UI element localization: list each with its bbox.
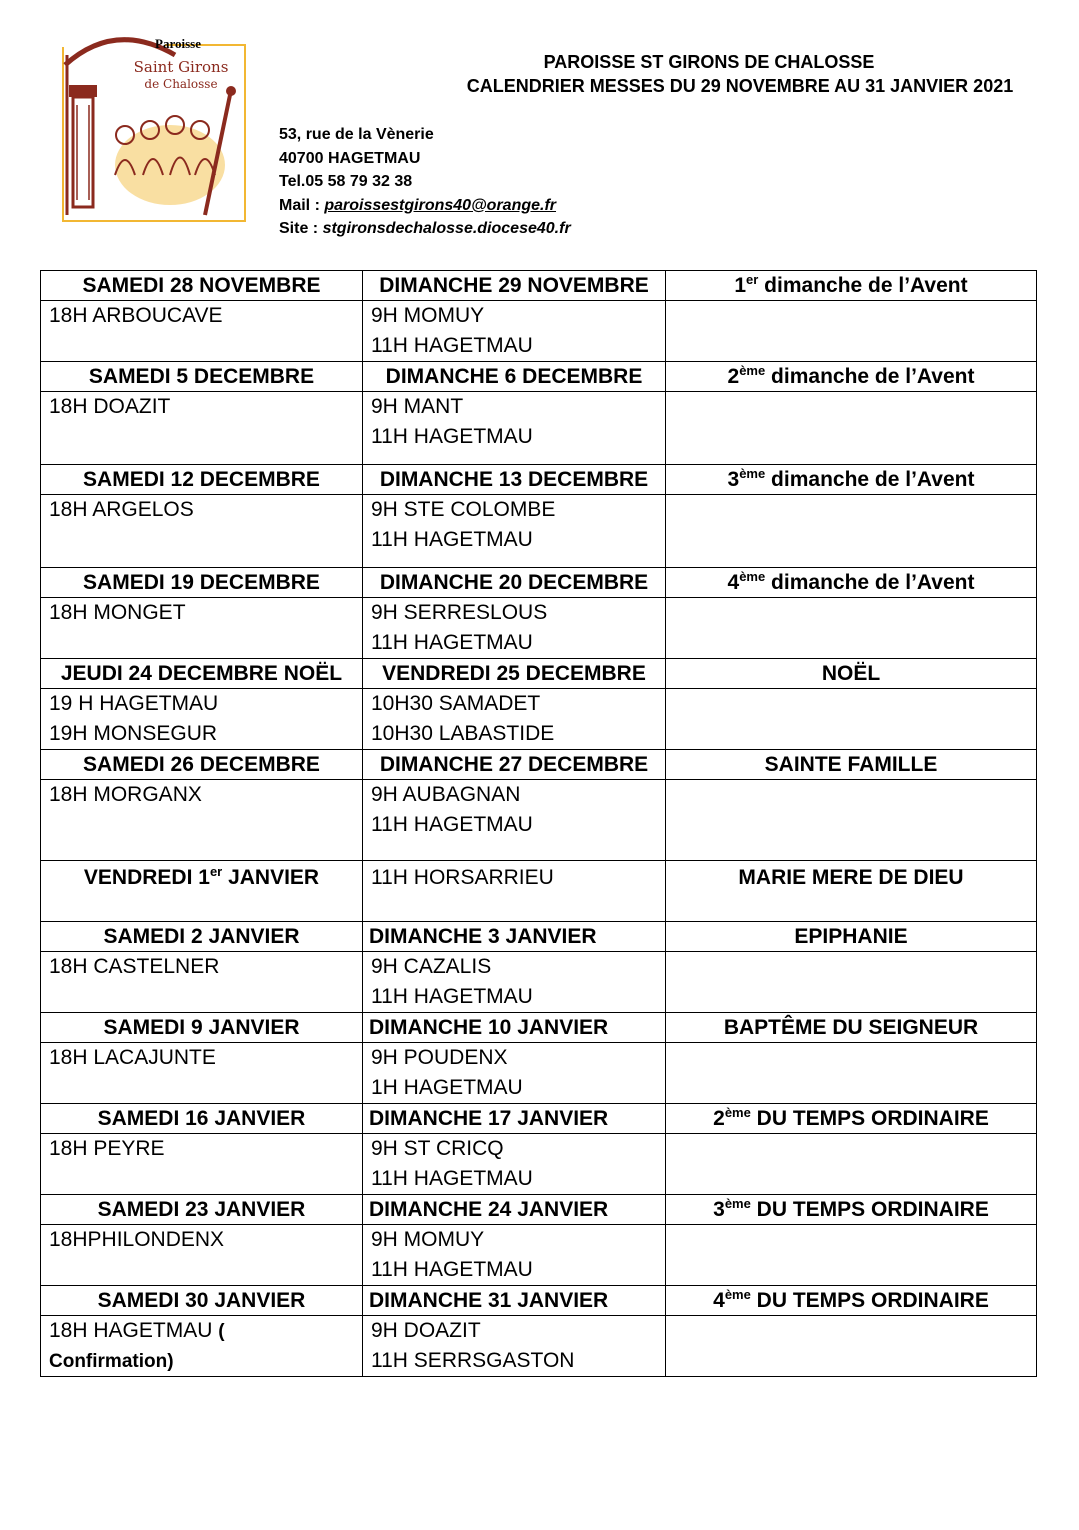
schedule-row [41,1225,1037,1286]
feast-heading-suffix: DU TEMPS ORDINAIRE [750,1198,989,1221]
schedule-row [41,392,1037,465]
mass-entry: 11H HAGETMAU [371,1166,533,1190]
schedule-header-row [41,362,1037,392]
feast-notes [666,301,1037,362]
saturday-masses [41,1043,363,1104]
schedule-header-row [41,568,1037,598]
mass-entry: 9H MANT [371,395,464,418]
feast-heading-suffix: dimanche de l’Avent [758,274,968,297]
schedule-row [41,1134,1037,1195]
mass-entry: 11H HAGETMAU [371,812,533,836]
feast-notes [666,1225,1037,1286]
schedule-row [41,861,1037,922]
feast-heading-text: 2 [713,1107,725,1130]
feast-heading-text: 2 [727,365,740,388]
saturday-masses [41,1134,363,1195]
sunday-heading: DIMANCHE 13 DECEMBRE [363,465,666,495]
day-heading-suffix: JANVIER [222,866,320,889]
feast-notes [666,1134,1037,1195]
saturday-masses [41,495,363,568]
mass-entry: 18H MONGET [49,601,186,624]
mass-entry: 10H30 LABASTIDE [371,721,555,745]
mass-entry: 9H STE COLOMBE [371,498,556,521]
feast-heading-suffix: DU TEMPS ORDINAIRE [750,1107,989,1130]
address-block [279,123,571,241]
sunday-masses [363,1225,666,1286]
page-title [440,50,1040,98]
saturday-heading: SAMEDI 28 NOVEMBRE [41,271,363,301]
saturday-heading: SAMEDI 26 DECEMBRE [41,750,363,780]
feast-notes [666,689,1037,750]
mass-entry: 11H HAGETMAU [371,630,533,654]
site-link[interactable]: stgironsdechalosse.diocese40.fr [322,220,571,237]
mail-label: Mail : [279,196,325,214]
feast-heading-sup: ème [724,1105,751,1120]
saturday-heading: SAMEDI 30 JANVIER [41,1286,363,1316]
feast-notes [666,392,1037,465]
mass-cell [363,861,666,922]
mass-entry: 1H HAGETMAU [371,1075,523,1099]
mass-entry: 11H HAGETMAU [371,424,533,448]
feast-notes [666,1316,1037,1377]
mass-entry: 11H SERRSGASTON [371,1348,575,1372]
saturday-heading: SAMEDI 2 JANVIER [41,922,363,952]
saturday-masses [41,1225,363,1286]
logo-text-chalosse: de Chalosse [144,77,218,91]
saturday-heading: SAMEDI 16 JANVIER [41,1104,363,1134]
mass-entry: 18H HAGETMAU ( Confirmation) [49,1319,225,1372]
mass-schedule-table [40,270,1037,1377]
feast-heading [666,750,1037,780]
sunday-heading: DIMANCHE 24 JANVIER [363,1195,666,1225]
schedule-header-row [41,1286,1037,1316]
schedule-header-row [41,659,1037,689]
feast-heading-text: SAINTE FAMILLE [764,753,938,776]
saturday-heading: JEUDI 24 DECEMBRE NOËL [41,659,363,689]
mass-entry: 18H LACAJUNTE [49,1046,216,1069]
confirmation-note: ( Confirmation) [49,1321,225,1372]
sunday-masses [363,780,666,861]
mass-entry: 18HPHILONDENX [49,1228,225,1251]
saturday-heading: SAMEDI 12 DECEMBRE [41,465,363,495]
sunday-masses [363,495,666,568]
mass-entry: 18H PEYRE [49,1137,165,1160]
mail-link[interactable]: paroissestgirons40@orange.fr [324,196,557,214]
schedule-header-row [41,922,1037,952]
feast-heading [666,1104,1037,1134]
feast-heading [666,271,1037,301]
mass-entry: 18H ARGELOS [49,498,194,521]
day-cell [41,861,363,922]
title-line-2: CALENDRIER MESSES DU 29 NOVEMBRE AU 31 JANVIER 2021 [466,76,1014,96]
sunday-masses [363,1316,666,1377]
schedule-header-row [41,465,1037,495]
feast-notes [666,1043,1037,1104]
feast-heading-suffix: dimanche de l’Avent [765,571,975,594]
logo-text-saint-girons: Saint Girons [133,58,229,76]
mass-entry: 11H HAGETMAU [371,333,533,357]
saturday-masses [41,598,363,659]
logo-text-paroisse: Paroisse [155,36,201,51]
address-tel: Tel.05 58 79 32 38 [279,173,413,190]
schedule-row [41,1316,1037,1377]
mass-entry: 11H HAGETMAU [371,1257,533,1281]
sunday-masses [363,1134,666,1195]
schedule-header-row [41,1195,1037,1225]
mass-entry: 11H HORSARRIEU [371,866,554,889]
mass-entry: 18H DOAZIT [49,395,171,418]
feast-heading-sup: ème [724,1287,751,1302]
feast-heading [666,659,1037,689]
mass-entry: 9H MOMUY [371,1228,485,1251]
mass-entry: 11H HAGETMAU [371,527,533,551]
sunday-heading: DIMANCHE 20 DECEMBRE [363,568,666,598]
feast-heading-text: 1 [734,274,747,297]
mass-entry: 11H HAGETMAU [371,984,533,1008]
sunday-heading: DIMANCHE 17 JANVIER [363,1104,666,1134]
mass-entry: 9H CAZALIS [371,955,492,978]
feast-heading [666,1013,1037,1043]
mass-entry: 18H CASTELNER [49,955,220,978]
schedule-row [41,598,1037,659]
feast-cell [666,861,1037,922]
feast-heading [666,1195,1037,1225]
feast-heading [666,922,1037,952]
saturday-masses [41,780,363,861]
sunday-heading: DIMANCHE 6 DECEMBRE [363,362,666,392]
address-mail [279,194,571,218]
address-street: 53, rue de la Vènerie [279,126,434,143]
feast-heading-text: 4 [713,1289,725,1312]
sunday-masses [363,392,666,465]
mass-entry: 9H POUDENX [371,1046,508,1069]
feast-heading-text: 3 [713,1198,725,1221]
schedule-row [41,495,1037,568]
feast-heading-sup: ème [724,1196,751,1211]
schedule-row [41,301,1037,362]
feast-heading [666,465,1037,495]
mass-entry: 9H AUBAGNAN [371,783,521,806]
schedule-header-row [41,1104,1037,1134]
saturday-heading: SAMEDI 23 JANVIER [41,1195,363,1225]
mass-entry: 18H MORGANX [49,783,202,806]
feast-heading-text: NOËL [821,662,881,685]
feast-heading-sup: er [746,272,759,287]
feast-heading-suffix: dimanche de l’Avent [765,365,975,388]
feast-label: MARIE MERE DE DIEU [738,866,964,889]
mass-entry: 10H30 SAMADET [371,692,541,715]
sunday-heading: VENDREDI 25 DECEMBRE [363,659,666,689]
feast-heading-text: EPIPHANIE [794,925,908,948]
schedule-row [41,1043,1037,1104]
sunday-masses [363,598,666,659]
saturday-masses [41,689,363,750]
feast-heading-sup: ème [739,466,766,481]
feast-heading [666,1286,1037,1316]
sunday-heading: DIMANCHE 3 JANVIER [363,922,666,952]
sunday-masses [363,301,666,362]
address-site [279,217,571,241]
mass-entry: 9H DOAZIT [371,1319,481,1342]
feast-heading-sup: ème [739,363,766,378]
feast-notes [666,495,1037,568]
parish-logo [55,25,247,223]
saturday-heading: SAMEDI 19 DECEMBRE [41,568,363,598]
feast-heading-sup: ème [739,569,766,584]
mass-entry: 19 H HAGETMAU [49,692,219,715]
day-heading: VENDREDI 1 [83,866,210,889]
schedule-header-row [41,271,1037,301]
schedule-header-row [41,750,1037,780]
day-heading-sup: er [209,864,223,879]
site-label: Site : [279,220,323,237]
mass-entry: 9H ST CRICQ [371,1137,504,1160]
title-line-1: PAROISSE ST GIRONS DE CHALOSSE [543,52,875,72]
saturday-masses [41,392,363,465]
saturday-heading: SAMEDI 5 DECEMBRE [41,362,363,392]
schedule-header-row [41,1013,1037,1043]
feast-heading-suffix: dimanche de l’Avent [765,468,975,491]
mass-entry: 18H ARBOUCAVE [49,304,223,327]
address-city: 40700 HAGETMAU [279,149,421,167]
feast-notes [666,780,1037,861]
saturday-masses [41,952,363,1013]
feast-notes [666,952,1037,1013]
mass-entry: 9H MOMUY [371,304,485,327]
sunday-masses [363,689,666,750]
feast-heading [666,568,1037,598]
sunday-heading: DIMANCHE 29 NOVEMBRE [363,271,666,301]
sunday-heading: DIMANCHE 10 JANVIER [363,1013,666,1043]
sunday-heading: DIMANCHE 31 JANVIER [363,1286,666,1316]
saturday-masses [41,1316,363,1377]
sunday-masses [363,1043,666,1104]
sunday-heading: DIMANCHE 27 DECEMBRE [363,750,666,780]
schedule-row [41,952,1037,1013]
saturday-masses [41,301,363,362]
saturday-heading: SAMEDI 9 JANVIER [41,1013,363,1043]
feast-notes [666,598,1037,659]
feast-heading-suffix: DU TEMPS ORDINAIRE [750,1289,989,1312]
mass-entry: 19H MONSEGUR [49,721,218,745]
feast-heading-text: BAPTÊME DU SEIGNEUR [723,1016,979,1039]
mass-entry: 9H SERRESLOUS [371,601,548,624]
feast-heading-text: 4 [727,571,740,594]
feast-heading [666,362,1037,392]
feast-heading-text: 3 [727,468,740,491]
sunday-masses [363,952,666,1013]
schedule-row [41,689,1037,750]
schedule-row [41,780,1037,861]
